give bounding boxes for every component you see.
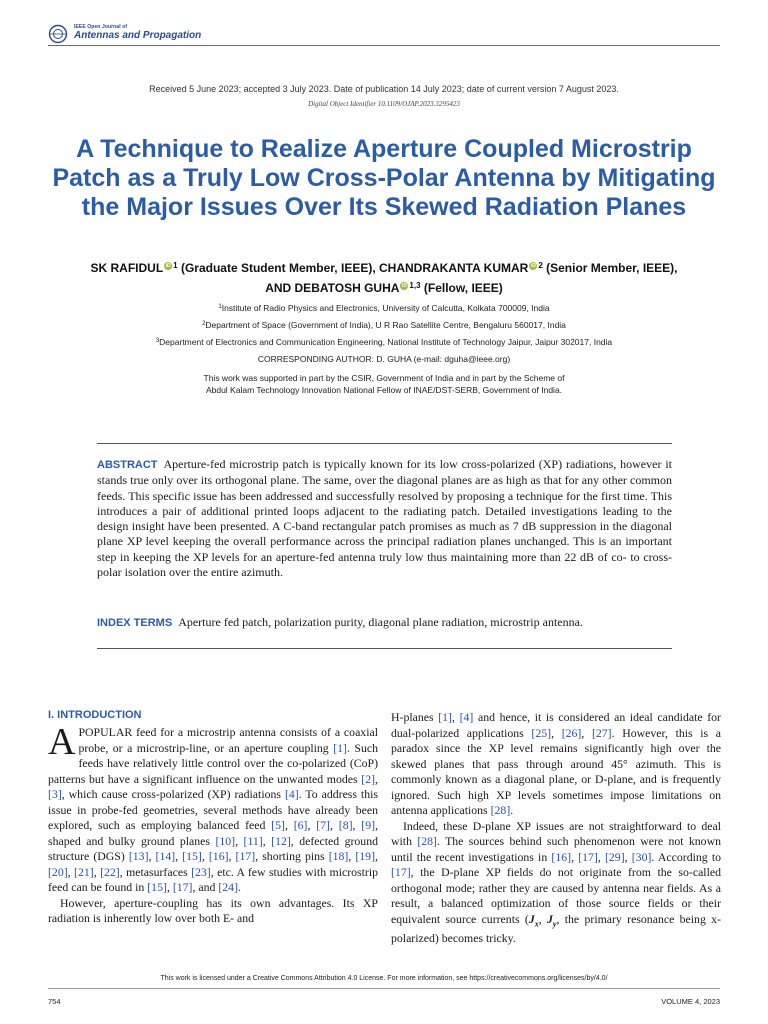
index-terms-text: Aperture fed patch, polarization purity, diagonal plane radiation, microstrip antenna. [178, 615, 583, 629]
index-terms-label: INDEX TERMS [97, 617, 173, 629]
author-name: CHANDRAKANTA KUMAR [379, 261, 529, 275]
author-list [40, 257, 728, 297]
citation-link[interactable]: [10] [215, 833, 236, 848]
author-role: (Senior Member, IEEE), [546, 261, 678, 275]
citation-link[interactable]: [23] [191, 864, 211, 879]
citation-link[interactable]: [12] [271, 833, 291, 848]
citation-link[interactable]: [16] [551, 849, 572, 864]
citation-link[interactable]: [29] [604, 849, 625, 864]
doi: Digital Object Identifier 10.1109/OJAP.2023.3295423 [308, 100, 460, 108]
citation-link[interactable]: [5] [271, 818, 285, 832]
citation-link[interactable]: [21] [74, 864, 94, 879]
corresponding-author: CORRESPONDING AUTHOR: D. GUHA (e-mail: dguha@ieee.org) [257, 354, 511, 364]
citation-link[interactable]: [14] [155, 849, 176, 863]
orcid-icon[interactable]: iD [165, 263, 171, 269]
body-column-right [391, 710, 721, 947]
citation-link[interactable]: [17] [391, 865, 411, 879]
citation-link[interactable]: [1] [438, 710, 452, 724]
citation-link[interactable]: [4] [284, 787, 299, 801]
body-column-left [48, 708, 378, 927]
citation-link[interactable]: [27] [591, 725, 612, 740]
index-terms [97, 615, 672, 631]
journal-name: Antennas and Propagation [74, 30, 202, 41]
publication-dates: Received 5 June 2023; accepted 3 July 2023. Date of publication 14 July 2023; date of current version 7 August 2023. [149, 84, 619, 94]
paper-title: A Technique to Realize Aperture Coupled Microstrip Patch as a Truly Low Cross-Polar Antenna by Mitigating the Major Issues Over Its Skewed Radiation Planes [52, 135, 716, 221]
citation-link[interactable]: [30] [631, 849, 652, 864]
citation-link[interactable]: [17] [578, 849, 598, 864]
author-name: SK RAFIDUL [90, 261, 164, 275]
abstract-divider-bottom [97, 648, 672, 649]
math-subscript: x [534, 918, 539, 928]
abstract [97, 457, 672, 580]
orcid-icon[interactable]: iD [530, 263, 536, 269]
volume-info: VOLUME 4, 2023 [661, 997, 720, 1006]
author-name: AND DEBATOSH GUHA [265, 281, 400, 295]
citation-link[interactable]: [15] [182, 849, 202, 863]
citation-link[interactable]: [13] [128, 849, 149, 863]
citation-link[interactable]: [9] [361, 818, 376, 832]
abstract-divider-top [97, 443, 672, 444]
citation-link[interactable]: [17] [172, 880, 193, 894]
author-role: (Fellow, IEEE) [423, 281, 503, 295]
author-role: (Graduate Student Member, IEEE), [180, 261, 376, 275]
header-divider [48, 45, 720, 46]
citation-link[interactable]: [18] [328, 849, 349, 863]
citation-link[interactable]: [17] [235, 849, 256, 863]
orcid-icon[interactable]: iD [401, 283, 407, 289]
math-symbol: J [528, 911, 535, 926]
journal-header [48, 22, 720, 46]
intro-paragraph-2: However, aperture-coupling has its own advantages. Its XP radiation is inherently low over both E- and [48, 895, 378, 925]
citation-link[interactable]: [28] [417, 834, 437, 848]
citation-link[interactable]: [22] [100, 864, 120, 879]
citation-link[interactable]: [3] [48, 787, 62, 801]
author-affiliation-sup: 2 [538, 261, 543, 270]
intro-paragraph-4: Indeed, these D-plane XP issues are not straightforward to deal with [28]. The sources behind such phenomenon were not known until the recent investigations in [16], [17], [29], [30]. According to [17], the D-plane XP fields do not originate from the so-called orthogonal mode; rather they are caused by antenna near fields. As a result, a balanced optimization of those source fields or their equivalent source currents ($J_x$, $J_y$, the primary resonance being x-polarized) becomes tricky. [391, 818, 722, 946]
ieee-ojap-logo-icon [48, 24, 68, 44]
citation-link[interactable]: [7] [316, 818, 330, 832]
citation-link[interactable]: [15] [147, 880, 167, 894]
affiliation: $^3$Department of Electronics and Communication Engineering, National Institute of Technology Jaipur, Jaipur 302017, India [155, 337, 613, 347]
citation-link[interactable]: [4] [459, 710, 474, 724]
citation-link[interactable]: [8] [338, 818, 353, 832]
citation-link[interactable]: [26] [561, 725, 582, 740]
section-heading: I. INTRODUCTION [48, 709, 142, 721]
affiliation: $^2$Department of Space (Government of India), U R Rao Satellite Centre, Bengaluru 560017, India [202, 320, 566, 330]
intro-paragraph-3: H-planes [1], [4] and hence, it is considered an ideal candidate for dual-polarized applications [25], [26], [27]. However, this is a paradox since the XP level remains significantly high over the skewed planes that pass through around 45° azimuth. This is commonly known as a diagonal plane, or D-plane, and is frequently ignored. Such high XP levels sometimes impose limitations on antenna applications [28]. [391, 710, 722, 817]
math-symbol: J [547, 911, 553, 926]
citation-link[interactable]: [28] [490, 803, 511, 817]
citation-link[interactable]: [11] [243, 833, 263, 848]
journal-kicker: IEEE Open Journal of [74, 24, 128, 30]
author-affiliation-sup: 1,3 [409, 281, 421, 290]
author-affiliation-sup: 1 [173, 261, 178, 270]
funding-note: This work was supported in part by the CSIR, Government of India and in part by the Scheme of Abdul Kalam Technology Innovation National Fellow of INAE/DST-SERB, Government of India. [203, 373, 565, 395]
math-subscript: y [552, 918, 557, 928]
abstract-text: Aperture-fed microstrip patch is typically known for its low cross-polarized (XP) radiations, however it stands true only over its orthogonal plane. The same, over the diagonal planes are as high as that for any other common feeds. This specific issue has been addressed and successfully resolved by proposing a technique for the first time. This introduces a pair of additional printed loops adjacent to the radiating patch. Detailed investigations leading to the design insight have been presented. A C-band rectangular patch promises as much as 7 dB suppression in the diagonal plane XP level keeping the overall performance across the principal radiation planes unchanged. This is an important step in keeping the XP levels for an aperture-fed antenna truly low thus maintaining more than 22 dB of co- to cross-polar isolation over the entire azimuth. [97, 457, 672, 579]
drop-cap: A [48, 721, 76, 763]
citation-link[interactable]: [2] [361, 771, 376, 786]
license-note: This work is licensed under a Creative Commons Attribution 4.0 License. For more information, see https://creativecommons.org/licenses/by/4.0/ [160, 975, 608, 982]
citation-link[interactable]: [6] [293, 818, 308, 832]
citation-link[interactable]: [24] [218, 880, 239, 894]
citation-link[interactable]: [16] [208, 849, 229, 863]
affiliation: $^1$Institute of Radio Physics and Electronics, University of Calcutta, Kolkata 700009, India [218, 303, 550, 313]
citation-link[interactable]: [20] [48, 864, 68, 879]
citation-link[interactable]: [25] [531, 725, 552, 740]
citation-link[interactable]: [19] [355, 849, 376, 863]
page-number: 754 [48, 997, 61, 1006]
abstract-label: ABSTRACT [97, 459, 158, 471]
intro-paragraph-1: APOPULAR feed for a microstrip antenna consists of a coaxial probe, or a microstrip-line, or an aperture coupling [1]. Such feeds have relatively little control over the co-polarized (CoP) patterns but have a significant influence on the unwanted modes [2], [3], which cause cross-polarized (XP) radiations [4]. To address this issue in probe-fed geometries, several methods have already been explored, such as employing balanced feed [5], [6], [7], [8], [9], shaped and bulky ground planes [10], [11], [12], defected ground structure (DGS) [13], [14], [15], [16], [17], shorting pins [18], [19], [20], [21], [22], metasurfaces [23], etc. A few studies with microstrip feed can be found in [15], [17], and [24]. [48, 721, 379, 894]
citation-link[interactable]: [1] [333, 740, 347, 755]
footer-divider [48, 988, 720, 989]
